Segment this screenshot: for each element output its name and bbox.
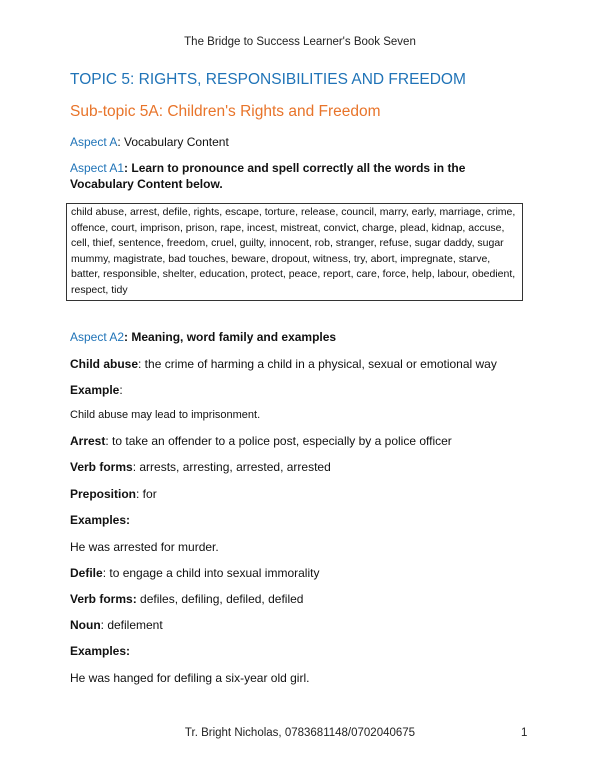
child-abuse-example: Child abuse may lead to imprisonment. (70, 409, 261, 421)
arrest-preposition (70, 487, 157, 501)
aspect-a2-text: : Meaning, word family and examples (124, 330, 337, 344)
term-defile: Defile (70, 566, 103, 580)
arrest-example: He was arrested for murder. (70, 540, 219, 554)
example-label (70, 383, 123, 397)
term-arrest-verb: Verb forms (70, 460, 133, 474)
vocabulary-box: child abuse, arrest, defile, rights, escape, torture, release, council, marry, early, marriage, crime, offence, court, imprison, prison, rape, incest, mistreat, convict, charge, plead, kidnap, accuse, cell, thief, sentence, freedom, cruel, guilty, innocent, rob, stranger, refuse, sugar daddy, sugar mummy, magistrate, bad touches, beware, dropout, witness, try, abort, impregnate, starve, batter, responsible, shelter, education, protect, peace, report, care, force, help, labour, obedient, respect, tidy (66, 203, 523, 301)
example-colon: : (119, 383, 123, 397)
defile-noun (70, 618, 163, 632)
arrest-verb-forms (70, 460, 331, 474)
aspect-a1-text: : Learn to pronounce and spell correctly all the words in the Vocabulary Content below. (70, 161, 466, 191)
term-child-abuse: Child abuse (70, 357, 139, 371)
page-header: The Bridge to Success Learner's Book Seven (184, 36, 416, 48)
aspect-a-label: Aspect A (70, 135, 118, 149)
term-defile-noun: Noun (70, 618, 101, 632)
topic-heading: TOPIC 5: RIGHTS, RESPONSIBILITIES AND FREEDOM (70, 71, 466, 88)
examples-label: Examples: (70, 513, 131, 527)
page-number: 1 (521, 727, 528, 739)
defile-verb-forms (70, 592, 303, 606)
page-footer: Tr. Bright Nicholas, 0783681148/0702040675 (184, 727, 416, 739)
entry-arrest (70, 434, 452, 448)
def-defile: : to engage a child into sexual immorality (102, 566, 320, 580)
examples-label-2: Examples: (70, 644, 131, 658)
aspect-a-text: : Vocabulary Content (117, 135, 229, 149)
aspect-a1 (70, 160, 510, 192)
def-defile-noun: : defilement (100, 618, 163, 632)
subtopic-heading: Sub-topic 5A: Children's Rights and Freedom (70, 103, 381, 120)
term-defile-verb: Verb forms: (70, 592, 137, 606)
example-label-text: Example (70, 383, 120, 397)
entry-child-abuse (70, 357, 497, 371)
term-arrest: Arrest (70, 434, 106, 448)
def-arrest-prep: : for (136, 487, 157, 501)
aspect-a (70, 135, 229, 149)
aspect-a1-label: Aspect A1 (70, 161, 125, 175)
term-arrest-prep: Preposition (70, 487, 137, 501)
aspect-a2-label: Aspect A2 (70, 330, 125, 344)
aspect-a2 (70, 330, 336, 344)
def-arrest-verb: : arrests, arresting, arrested, arrested (132, 460, 331, 474)
defile-example: He was hanged for defiling a six-year old girl. (70, 671, 310, 685)
entry-defile (70, 566, 319, 580)
def-child-abuse: : the crime of harming a child in a physical, sexual or emotional way (138, 357, 497, 371)
def-defile-verb: defiles, defiling, defiled, defiled (136, 592, 304, 606)
def-arrest: : to take an offender to a police post, especially by a police officer (105, 434, 452, 448)
